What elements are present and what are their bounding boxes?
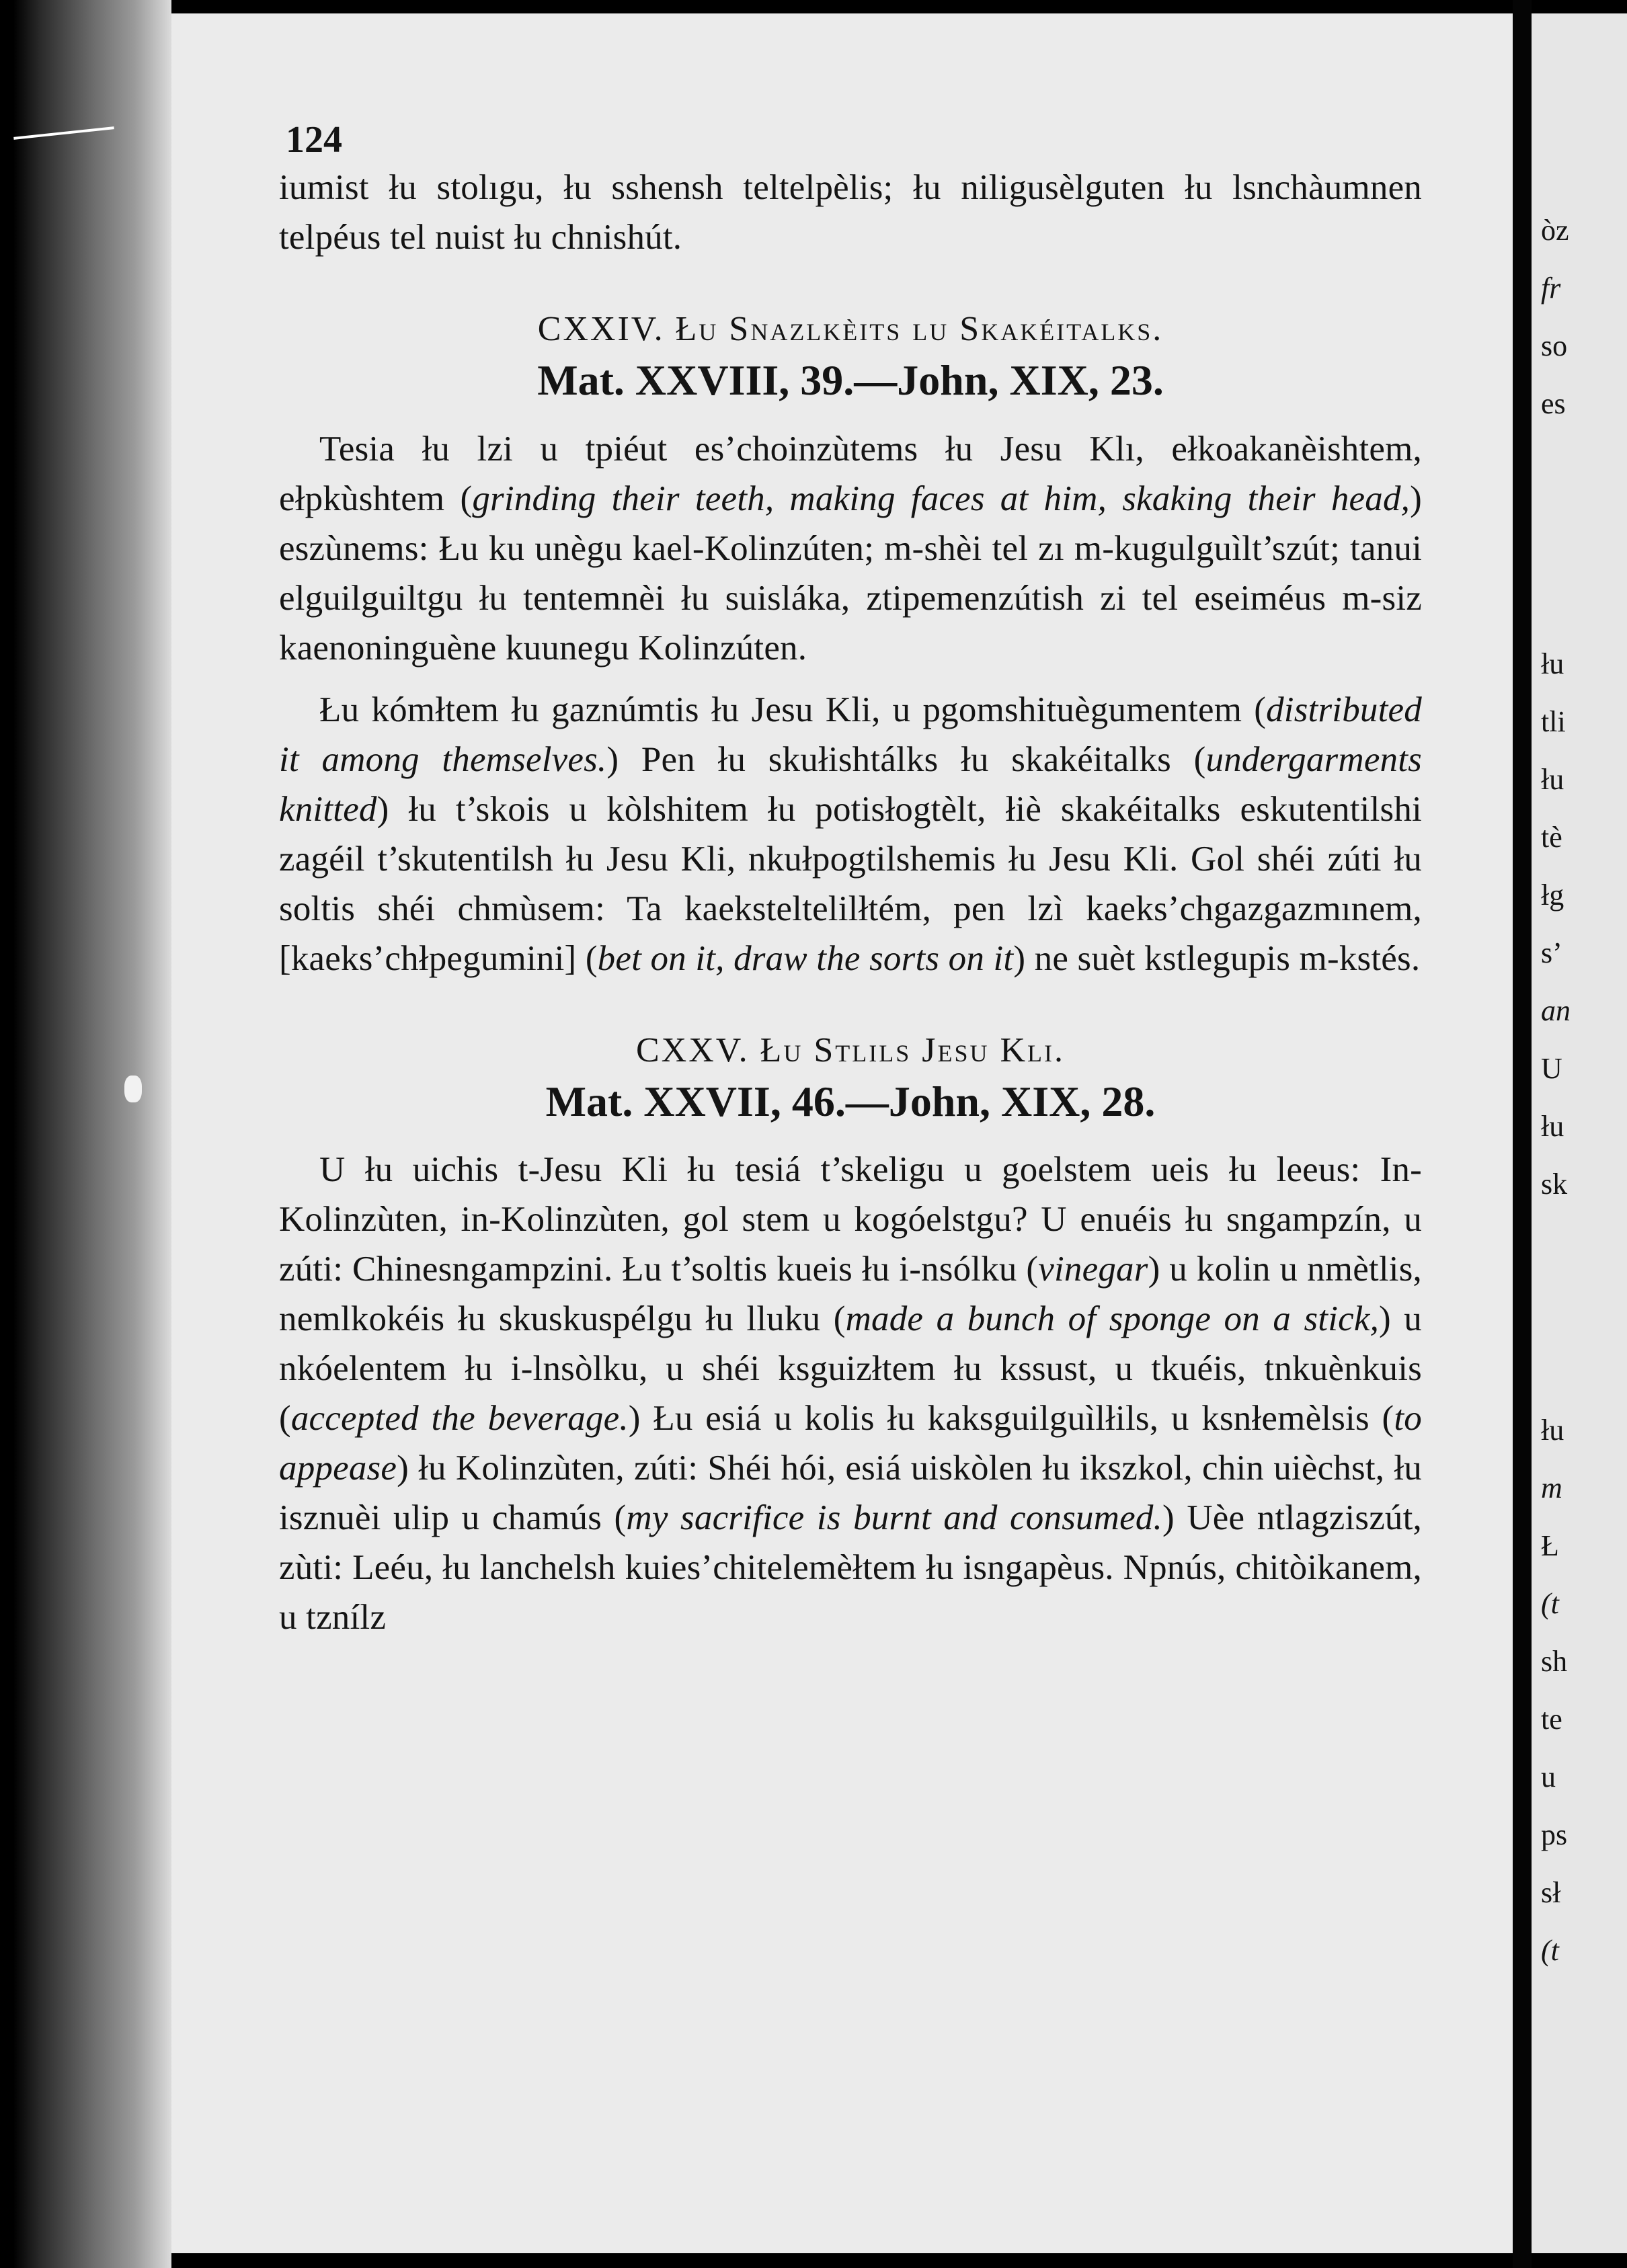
facing-page-fragment: sk [1541,1168,1568,1201]
text-run: ) ne suèt kstlegupis m-kstés. [1013,938,1421,978]
facing-page-fragment: łg [1541,879,1564,912]
facing-page-fragment: sł [1541,1876,1561,1909]
italic-gloss: grinding their teeth, making faces at him, skaking their head, [472,479,1411,518]
page-gutter [1513,0,1532,2268]
text-run: ) łu Kolinzùten, zúti: Shéi hói, esiá uiskòlen łu ikszkol, chin uièchst, łu isznuèi ulip u chamús ( [279,1449,1422,1538]
italic-gloss: my sacrifice is burnt and consumed. [626,1498,1162,1538]
section-title: CXXV. Łu Stlils Jesu Kli. [635,1030,1066,1069]
text-run: Tesia łu lzi u tpiéut es’choinzùtems łu Jesu Klı, ełkoakanèishtem, ełpkùshtem ( [279,429,1422,518]
paper-tear-mark [124,1076,142,1102]
text-run: ) u nkóelentem łu i-lnsòlku, u shéi ksguizłtem łu kssust, u tkuéis, tnkuènkuis ( [279,1299,1422,1439]
italic-gloss: bet on it, draw the sorts on it [597,938,1014,978]
text-run: ) Łu esiá u kolis łu kaksguilguìlłils, u ksnłemèlsis ( [628,1399,1394,1439]
facing-page-fragment: te [1541,1703,1562,1736]
facing-page-fragment: u [1541,1760,1556,1793]
text-run: ) łu t’skois u kòlshitem łu potisłogtèlt, łiè skakéitalks eskutentilshi zagéil t’skutentilsh łu Jesu Kli, nkułpogtilshemis łu Jesu Kli. Gol shéi zúti łu soltis shéi chmùsem: Ta kaeksteltelilłtém, pen lzì kaeks’chgazgazmınem, [kaeks’chłpegumini] ( [279,789,1422,978]
page-number: 124 [286,119,342,161]
continuation-paragraph: iumist łu stolıgu, łu sshensh teltelpèlis; łu niligusèlguten łu lsnchàumnen telpéus tel nuist łu chnishút. [279,168,1422,257]
section-cxxv [279,1030,1422,1643]
facing-page-fragment: tè [1541,821,1562,854]
italic-gloss: accepted the beverage. [290,1399,629,1439]
facing-page-fragment: łu [1541,647,1564,680]
section-title: CXXIV. Łu Snazlkèits lu Skakéitalks. [537,310,1164,348]
italic-gloss: undergarments knitted [279,739,1422,829]
facing-page-fragment: łu [1541,1414,1564,1447]
paragraph [279,685,1422,983]
facing-page-fragment: Ł [1541,1529,1559,1562]
facing-page-edge [1532,13,1627,2253]
italic-gloss: made a bunch of sponge on a stick, [845,1299,1380,1339]
facing-page-fragment: tli [1541,705,1566,738]
section-reference: Mat. XXVIII, 39.—John, XIX, 23. [537,356,1164,404]
book-spine-shadow [0,0,171,2268]
italic-gloss: vinegar [1038,1250,1148,1289]
section-reference: Mat. XXVII, 46.—John, XIX, 28. [545,1077,1156,1125]
section-cxxiv [279,309,1422,983]
text-run: Łu kómłtem łu gaznúmtis łu Jesu Kli, u pgomshituègumentem ( [319,690,1267,729]
text-run: ) Uèe ntlagziszút, zùti: Leéu, łu lanchelsh kuies’chitelemèłtem łu isngapèus. Npnús, chitòikanem, u tznílz [279,1498,1422,1637]
text-run: ) eszùnems: Łu ku unègu kael-Kolinzúten; m-shèi tel zı m-kugulguìlt’szút; tanui elguilguiltgu łu tentemnèi łu suisláka, ztipemenzútish zi tel eseiméus m-siz kaenoninguène kuunegu Kolinzúten. [279,479,1422,667]
text-run: U łu uichis t-Jesu Kli łu tesiá t’skeligu u goelstem ueis łu leeus: In-Kolinzùten, in-Kolinzùten, gol stem u kogóelstgu? U enuéis łu sngampzín, u zúti: Chinesngampzini. Łu t’soltis kueis łu i-nsólku ( [279,1150,1422,1289]
facing-page-fragment: U [1541,1052,1562,1085]
text-run: ) u kolin u nmètlis, nemlkokéis łu skuskuspélgu łu lluku ( [279,1250,1422,1339]
facing-page-fragment: (t [1541,1587,1559,1620]
page-content [279,121,1422,1642]
facing-page-fragment: fr [1541,272,1561,305]
facing-page-fragment: an [1541,994,1571,1027]
facing-page-fragment: (t [1541,1934,1559,1967]
facing-page-fragment: łu [1541,1110,1564,1143]
facing-page-fragment: s’ [1541,936,1562,969]
paragraph [279,1145,1422,1642]
paragraph [279,424,1422,673]
facing-page-fragment: łu [1541,763,1564,796]
facing-page-fragment: so [1541,329,1568,362]
facing-page-fragment: es [1541,387,1566,420]
facing-page-fragment: òz [1541,214,1569,247]
text-run: ) Pen łu skułishtálks łu skakéitalks ( [606,739,1206,779]
italic-gloss: to appease [279,1399,1422,1488]
facing-page-fragment: m [1541,1471,1562,1504]
facing-page-fragment: ps [1541,1818,1568,1851]
italic-gloss: distributed it among themselves. [279,690,1422,779]
facing-page-fragment: sh [1541,1645,1568,1678]
